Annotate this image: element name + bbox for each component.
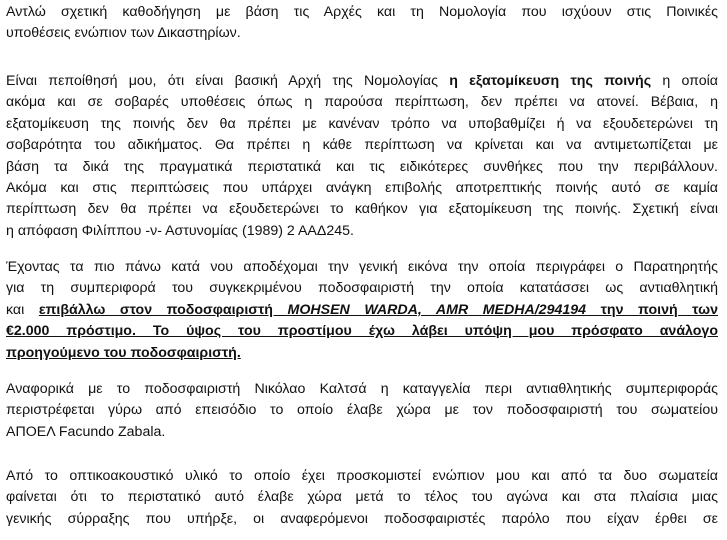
paragraph-guidance [6,2,718,45]
penalty-amount-line: €2.000 πρόστιμο. Το ύψος του προστίμου έχω λάβει υπόψη μου πρόσφατο ανάλογο [6,323,718,340]
bold-phrase: η εξατομίκευση της ποινής [449,73,652,89]
text-line: φαίνεται ότι το περιστατικό αυτό έλαβε χώρα μετά το τέλος του αγώνα και στα πλαίσια μιας [6,489,718,506]
text-line: περίπτωση δεν θα πρέπει να εξουδετερώνει το καθήκον για εξατομίκευση της ποινής. Σχετική είναι [6,201,718,218]
text-line: Έχοντας τα πιο πάνω κατά νου αποδέχομαι την γενική εικόνα την οποία περιγράφει ο Παρατηρητής [6,259,718,275]
text-line: σοβαρότητα του αδικήματος. Θα πρέπει η κάθε περίπτωση να κρίνεται και να αντιμετωπίζεται με [6,137,718,154]
text-segment: η οποία [651,73,718,89]
text-line: βάση τα δικά της πραγματικά περιστατικά και τις ειδικότερες συνθήκες που την περιβάλλουν. [6,158,718,175]
text-line: Ακόμα και στις περιπτώσεις που υπάρχει ανάγκη επιβολής αποτρεπτικής ποινής αυτό σε καμία [6,179,718,196]
text-line: η απόφαση Φιλίππου -ν- Αστυνομίας (1989) 2 ΑΑΔ245. [6,222,354,239]
text-line: Αναφορικά με το ποδοσφαιριστή Νικόλαο Καλτσά η καταγγελία περι αντιαθλητικής συμπεριφοράς [6,381,718,397]
paragraph-video-evidence [6,466,718,530]
penalty-phrase: επιβάλλω στον ποδοσφαιριστή [38,301,288,318]
text-line: ΑΠΟΕΛ Facundo Zabala. [6,423,166,440]
text-line: Αντλώ σχετική καθοδήγηση με βάση τις Αρχές και τη Νομολογία που ισχύουν στις Ποινικές [6,4,718,20]
text-line: περιστρέφεται γύρω από επεισόδιο το οποίο έλαβε χώρα με τον ποδοσφαιριστή του σωματείου [6,402,718,419]
text-line: για τη συμπεριφορά του συγκεκριμένου ποδοσφαιριστή την οποία κατατάσσει ως αντιαθλητική [6,280,718,297]
penalty-precedent-line: προηγούμενο του ποδοσφαιριστή. [6,344,241,361]
text-line [6,300,718,321]
paragraph-individualisation [6,71,718,242]
text-line: εξατομίκευση της ποινής δεν θα πρέπει με κανέναν τρόπο να υποβαθμίζει ή να εξουδετερώνει τη [6,115,718,132]
player-name: MOHSEN WARDA, AMR MEDHA/294194 [287,301,587,318]
penalty-phrase: την ποινή των [586,301,718,318]
text-segment: Είναι πεποίθησή μου, ότι είναι βασική Αρχή της Νομολογίας [6,73,450,89]
text-line: Από το οπτικοακουστικό υλικό το οποίο έχει προσκομιστεί ενώπιον μου και από τα δυο σωματεία [6,468,718,484]
paragraph-penalty [6,257,718,364]
text-line: ακόμα και σε σοβαρές υποθέσεις όπως η παρούσα περίπτωση, δεν πρέπει να ατονεί. Βέβαια, η [6,94,718,111]
text-line [6,71,718,92]
paragraph-complaint [6,379,718,443]
text-line: υποθέσεις ενώπιον των Δικαστηρίων. [6,25,241,42]
text-segment: και [6,301,39,318]
text-line: γενικής σύρραξης που υπήρξε, οι αναφερόμενοι ποδοσφαιριστές παρόλο που είχαν έρθει σε [6,510,718,527]
